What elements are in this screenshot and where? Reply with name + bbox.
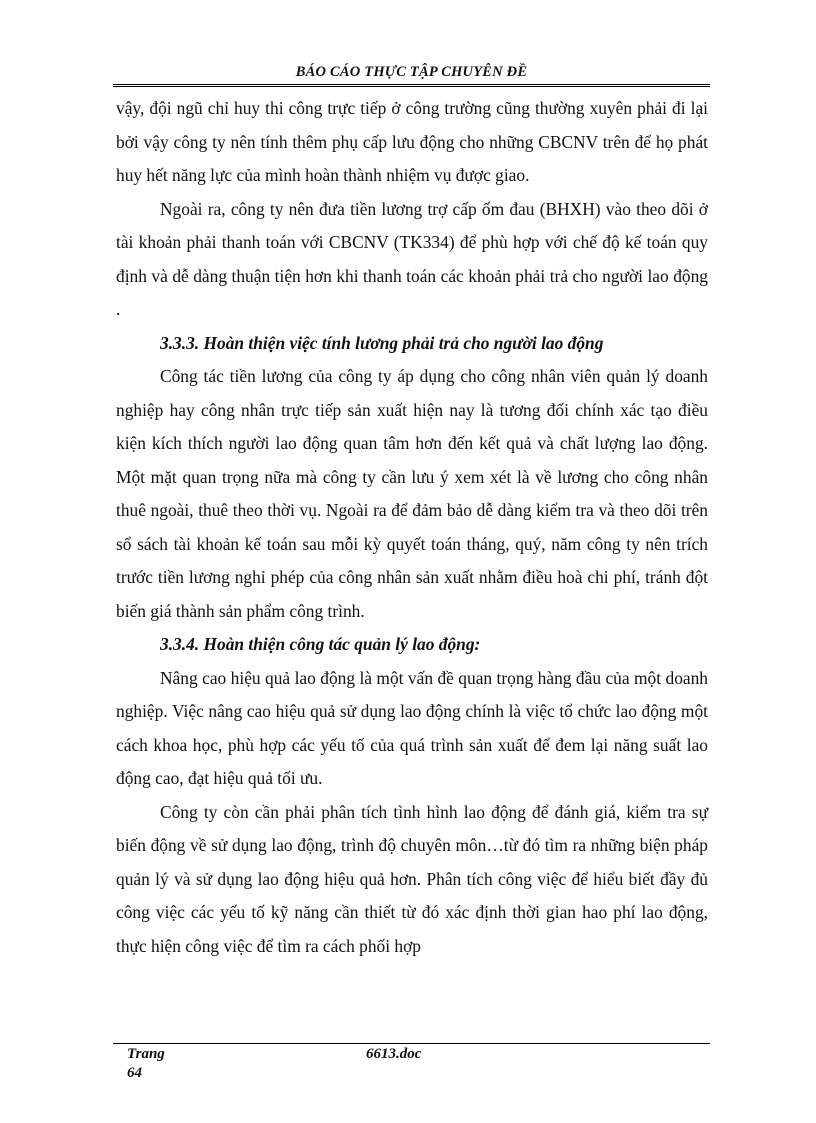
page-header-title: BÁO CÁO THỰC TẬP CHUYÊN ĐỀ: [295, 64, 528, 80]
footer-filename: 6613.doc: [366, 1046, 422, 1062]
section-heading: 3.3.4. Hoàn thiện công tác quản lý lao động:: [160, 634, 481, 654]
section-heading: 3.3.3. Hoàn thiện việc tính lương phải trả cho người lao động: [160, 332, 604, 353]
paragraph: Ngoài ra, công ty nên đưa tiền lương trợ cấp ốm đau (BHXH) vào theo dõi ở tài khoản phải thanh toán với CBCNV (TK334) để phù hợp với chế độ kế toán quy định và dễ dàng thuận tiện hơn khi thanh toán các khoản phải trả cho người lao động .: [116, 198, 708, 319]
paragraph: Nâng cao hiệu quả lao động là một vấn đề quan trọng hàng đầu của một doanh nghiệp. Việc nâng cao hiệu quả sử dụng lao động chính là việc tổ chức lao động một cách khoa học, phù hợp các yếu tố của quá trình sản xuất để đem lại năng suất lao động cao, đạt hiệu quả tối ưu.: [116, 667, 708, 788]
paragraph: Công tác tiền lương của công ty áp dụng cho công nhân viên quản lý doanh nghiệp hay công nhân trực tiếp sản xuất hiện nay là tương đối chính xác tạo điều kiện kích thích người lao động quan tâm hơn đến kết quả và chất lượng lao động. Một mặt quan trọng nữa mà công ty cần lưu ý xem xét là về lương cho công nhân thuê ngoài, thuê theo thời vụ. Ngoài ra để đảm bảo dễ dàng kiểm tra và theo dõi trên sổ sách tài khoản kế toán sau mỗi kỳ quyết toán tháng, quý, năm công ty nên trích trước tiền lương nghỉ phép của công nhân sản xuất nhằm điều hoà chi phí, tránh đột biến giá thành sản phẩm công trình.: [116, 366, 708, 621]
paragraph: Công ty còn cần phải phân tích tình hình lao động để đánh giá, kiểm tra sự biến động về sử dụng lao động, trình độ chuyên môn…từ đó tìm ra những biện pháp quản lý và sử dụng lao động hiệu quả hơn. Phân tích công việc để hiểu biết đầy đủ công việc các yếu tố kỹ năng cần thiết từ đó xác định thời gian hao phí lao động, thực hiện công việc để tìm ra cách phối hợp: [116, 801, 708, 956]
page-number: 64: [127, 1065, 142, 1081]
header-divider: [113, 84, 710, 89]
paragraph: vậy, đội ngũ chỉ huy thi công trực tiếp ở công trường cũng thường xuyên phải đi lại bởi vậy công ty nên tính thêm phụ cấp lưu động cho những CBCNV trên để họ phát huy hết năng lực của mình hoàn thành nhiệm vụ được giao.: [116, 98, 708, 185]
footer-divider: [113, 1043, 710, 1044]
page-label: Trang: [127, 1046, 165, 1062]
document-body: [116, 92, 708, 963]
page-number-block: [127, 1045, 165, 1083]
